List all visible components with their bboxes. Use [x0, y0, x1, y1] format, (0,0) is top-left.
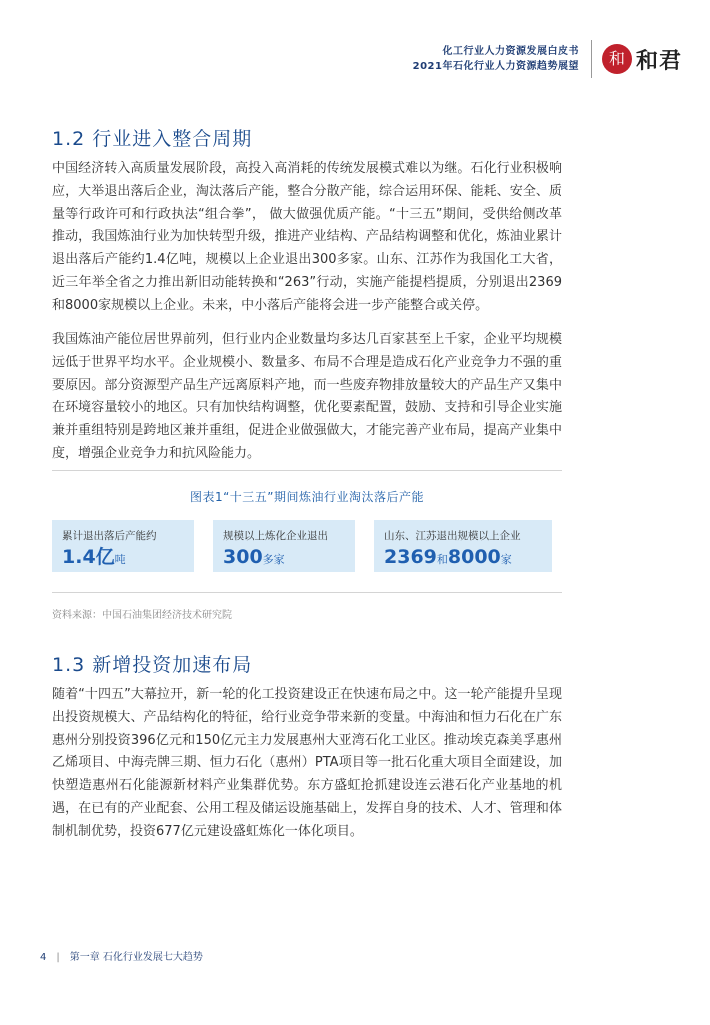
logo-seal-icon: 和 [602, 44, 632, 74]
stat-label: 累计退出落后产能约 [62, 530, 157, 542]
section-1-3-paragraph-1: 随着“十四五”大幕拉开，新一轮的化工投资建设正在快速布局之中。这一轮产能提升呈现出投资规模大、产品结构化的特征，给行业竞争带来新的变量。中海油和恒力石化在广东惠州分别投资396亿元和150亿元主力发展惠州大亚湾石化工业区。推动埃克森美孚惠州乙烯项目、中海壳牌三期、恒力石化（惠州）PTA项目等一批石化重大项目全面建设，加快塑造惠州石化能源新材料产业集群优势。东方盛虹抢抓建设连云港石化产业基地的机遇，在已有的产业配套、公用工程及储运设施基础上，发挥自身的技术、人才、管理和体制机制优势，投资677亿元建设盛虹炼化一体化项目。 [52, 687, 562, 839]
section-title-1-3: 1.3 新增投资加速布局 [52, 654, 253, 676]
figure-source: 资料来源：中国石油集团经济技术研究院 [52, 610, 232, 621]
section-1-2-paragraph-2: 我国炼油产能位居世界前列，但行业内企业数量均多达几百家甚至上千家，企业平均规模远低于世界平均水平。企业规模小、数量多、布局不合理是造成石化产业竞争力不强的重要原因。部分资源型产品生产远离原料产地，而一些废弃物排放量较大的产品生产又集中在环境容量较小的地区。只有加快结构调整，优化要素配置，鼓励、支持和引导企业实施兼并重组特别是跨地区兼并重组，促进企业做强做大，才能完善产业布局，提高产业集中度，增强企业竞争力和抗风险能力。 [52, 332, 562, 461]
stat-card-enterprises [213, 520, 355, 572]
page-footer [40, 948, 203, 963]
figure-top-rule [52, 470, 562, 471]
page-header [413, 40, 682, 78]
header-titles [413, 44, 579, 74]
chapter-title: 第一章 石化行业发展七大趋势 [69, 952, 203, 963]
stat-number: 300 [223, 546, 263, 568]
figure-title: 图表1“十三五”期间炼油行业淘汰落后产能 [189, 490, 425, 504]
stat-value [223, 546, 345, 571]
stat-conjunction: 和 [436, 553, 448, 566]
stat-number: 2369 [384, 546, 437, 568]
header-divider [591, 40, 592, 78]
figure-bottom-rule [52, 592, 562, 593]
stat-card-provinces [374, 520, 552, 572]
figure-stats-row [52, 520, 552, 572]
stat-value [384, 546, 542, 571]
section-title-1-2: 1.2 行业进入整合周期 [52, 128, 253, 150]
stat-label: 规模以上炼化企业退出 [223, 530, 328, 542]
stat-unit: 家 [500, 553, 512, 566]
stat-card-capacity [52, 520, 194, 572]
stat-number: 8000 [447, 546, 501, 568]
stat-unit: 吨 [114, 553, 126, 566]
stat-value [62, 546, 184, 571]
header-title-line2: 2021年石化行业人力资源趋势展望 [412, 61, 579, 72]
stat-number: 1.4亿 [62, 546, 115, 568]
page-number: 4 [40, 952, 47, 963]
logo-wordmark: 和君 [635, 47, 682, 74]
stat-label: 山东、江苏退出规模以上企业 [384, 530, 521, 542]
stat-unit: 多家 [262, 553, 285, 566]
footer-separator: | [56, 952, 60, 963]
header-title-line1: 化工行业人力资源发展白皮书 [442, 46, 579, 57]
section-1-2-paragraph-1: 中国经济转入高质量发展阶段，高投入高消耗的传统发展模式难以为继。石化行业积极响应，大举退出落后企业，淘汰落后产能，整合分散产能，综合运用环保、能耗、安全、质量等行政许可和行政执法“组合拳”， 做大做强优质产能。“十三五”期间，受供给侧改革推动，我国炼油行业为加快转型升级，推进产业结构、产品结构调整和优化，炼油业累计退出落后产能约1.4亿吨，规模以上企业退出300多家。山东、江苏作为我国化工大省，近三年举全省之力推出新旧动能转换和“263”行动，实施产能提档提质，分别退出2369和8000家规模以上企业。未来，中小落后产能将会进一步产能整合或关停。 [52, 161, 562, 313]
